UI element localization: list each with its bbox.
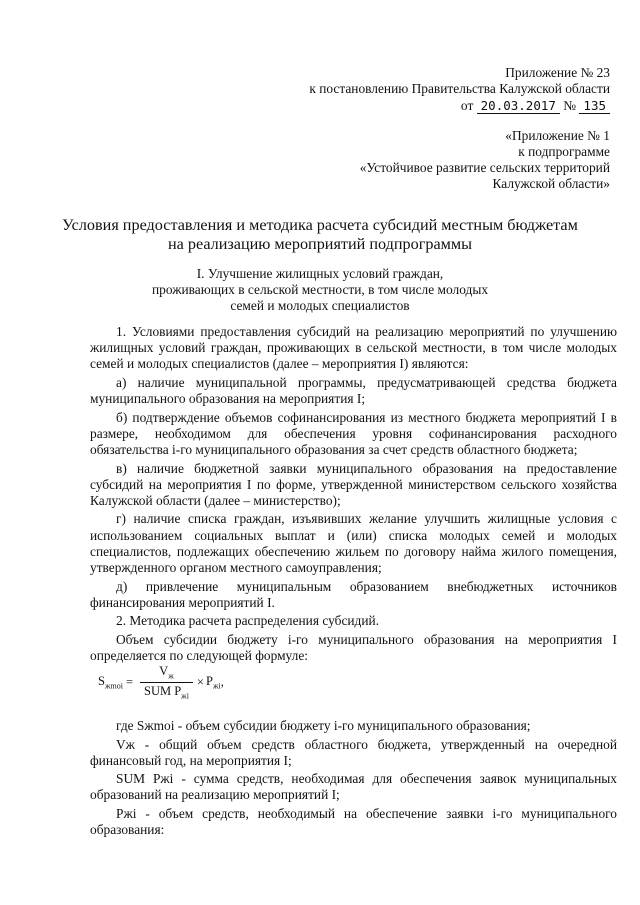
section-heading bbox=[100, 266, 540, 314]
formula-equals: = bbox=[125, 674, 133, 689]
title-line2: на реализацию мероприятий подпрограммы bbox=[167, 235, 473, 253]
formula-numerator: $V_ж$ bbox=[159, 664, 174, 681]
appendix-ref-line1: «Приложение № 1 bbox=[505, 128, 610, 143]
appendix-ref-line3: «Устойчивое развитие сельских территорий bbox=[359, 160, 610, 175]
title-line1: Условия предоставления и методика расчета субсидий местным бюджетам bbox=[62, 216, 578, 234]
paragraph: г) наличие списка граждан, изъявивших желание улучшить жилищные условия с использованием социальных выплат и (или) списка молодых семей и молодых специалистов, подлежащих обеспечению жильем по договору найма жилого помещения, утвержденного органом местного самоуправления; bbox=[90, 511, 617, 576]
appendix-number: Приложение № 23 bbox=[505, 65, 610, 80]
section-line3: семей и молодых специалистов bbox=[230, 298, 410, 313]
number-prefix: № bbox=[563, 98, 577, 113]
paragraph: в) наличие бюджетной заявки муниципального образования на предоставление субсидий на мероприятия I по форме, утвержденной министерством сельского хозяйства Калужской области (далее – министерство); bbox=[90, 460, 617, 508]
section-line2: проживающих в сельской местности, в том числе молодых bbox=[151, 282, 489, 297]
appendix-header bbox=[309, 65, 610, 114]
formula-factor: $P_{жi}$ bbox=[205, 673, 221, 691]
handwritten-date: 20.03.2017 bbox=[477, 99, 560, 114]
formula-times: × bbox=[196, 674, 204, 689]
paragraph: а) наличие муниципальной программы, предусматривающей средства бюджета муниципального образования на мероприятия I; bbox=[90, 374, 617, 407]
formula-tail: , bbox=[220, 674, 224, 689]
handwritten-number: 135 bbox=[579, 99, 610, 114]
subsidy-formula bbox=[98, 664, 224, 700]
definition: Vж - общий объем средств областного бюджета, утвержденный на очередной финансовый год, на мероприятия I; bbox=[90, 736, 617, 768]
appendix-ref-line2: к подпрограмме bbox=[518, 144, 610, 159]
appendix-ref-line4: Калужской области» bbox=[492, 176, 610, 191]
document-title bbox=[40, 216, 600, 254]
appendix-reference bbox=[360, 128, 610, 192]
decree-date-line bbox=[309, 98, 610, 114]
body-text bbox=[90, 324, 617, 666]
date-prefix: от bbox=[460, 98, 474, 113]
formula-lhs: $S_{жmoi}$ bbox=[98, 673, 123, 691]
definition: Pжi - объем средств, необходимый на обеспечение заявки i-го муниципального образования: bbox=[90, 805, 617, 838]
formula-fraction bbox=[140, 664, 193, 700]
section-line1: I. Улучшение жилищных условий граждан, bbox=[196, 266, 444, 281]
paragraph: д) привлечение муниципальным образованием внебюджетных источников финансирования мероприятий I. bbox=[90, 578, 617, 610]
paragraph: Объем субсидии бюджету i-го муниципального образования на мероприятия I определяется по следующей формуле: bbox=[90, 631, 617, 663]
appendix-decree: к постановлению Правительства Калужской области bbox=[309, 81, 610, 96]
definition: SUM Pжi - сумма средств, необходимая для обеспечения заявок муниципальных образований на реализацию мероприятий I; bbox=[90, 771, 617, 803]
formula-denominator: SUM $P_{жi}$ bbox=[140, 682, 193, 701]
definitions-text bbox=[90, 718, 617, 841]
paragraph: 2. Методика расчета распределения субсидий. bbox=[116, 613, 380, 629]
paragraph: б) подтверждение объемов софинансирования из местного бюджета мероприятий I в размере, необходимом для обеспечения уровня софинансирования расходного обязательства i-го муниципального образования за счет средств областного бюджета; bbox=[90, 409, 617, 458]
paragraph: 1. Условиями предоставления субсидий на реализацию мероприятий по улучшению жилищных условий граждан, проживающих в сельской местности, в том числе молодых семей и молодых специалистов (далее – мероприятия I) являются: bbox=[90, 324, 617, 372]
definition: где Sжmoi - объем субсидии бюджету i-го муниципального образования; bbox=[116, 718, 531, 733]
